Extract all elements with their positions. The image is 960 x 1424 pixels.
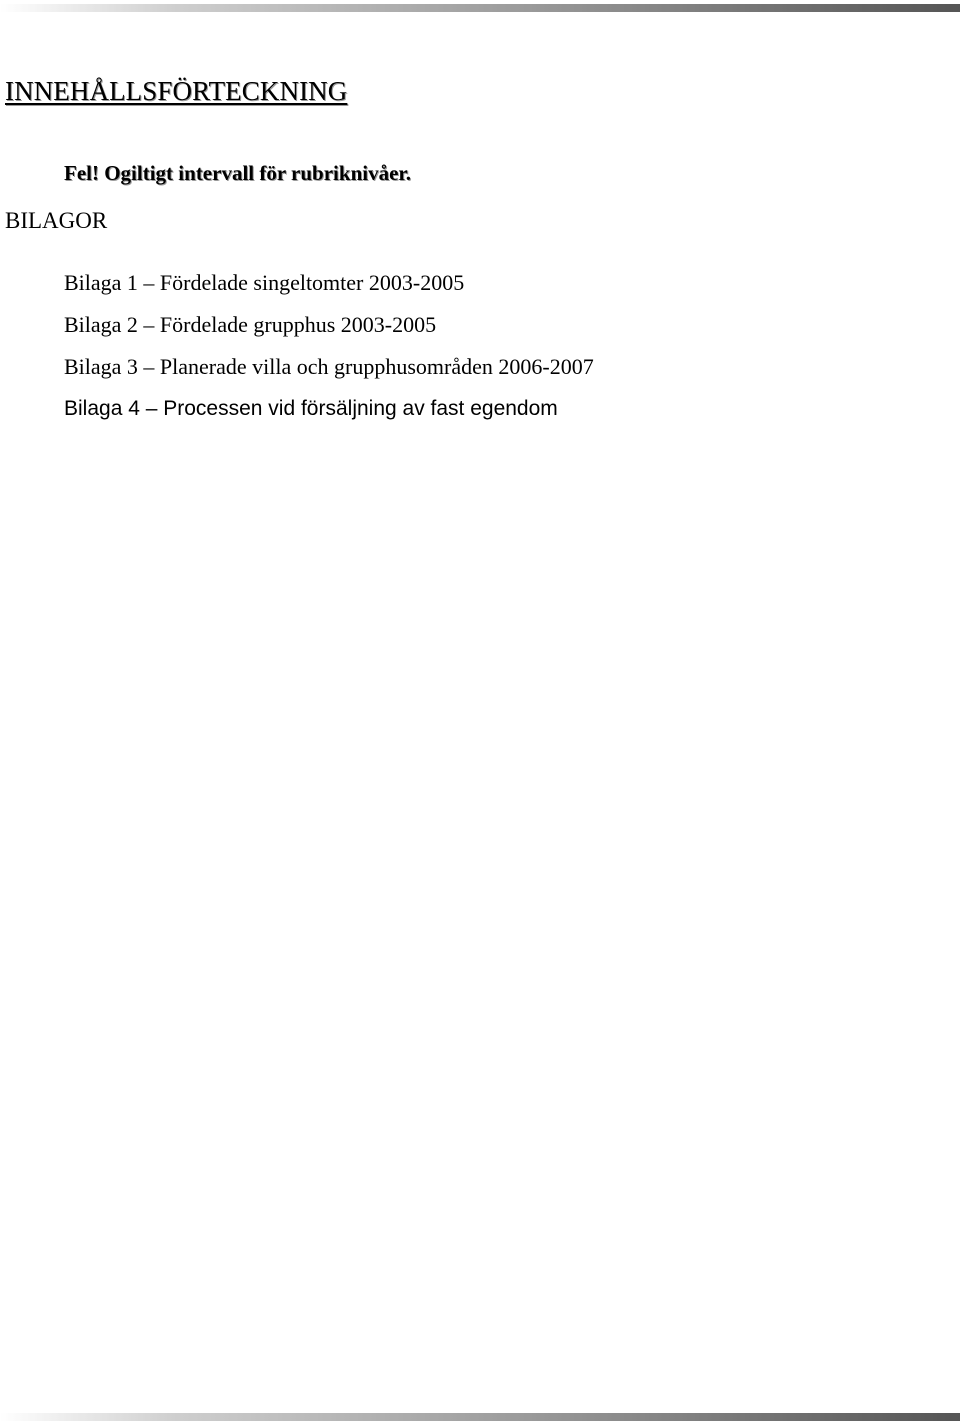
appendix-list: [64, 262, 594, 430]
toc-title: INNEHÅLLSFÖRTECKNING: [5, 76, 348, 107]
appendix-item-1: Bilaga 1 – Fördelade singeltomter 2003-2005: [64, 270, 465, 295]
appendix-item-3: Bilaga 3 – Planerade villa och grupphusområden 2006-2007: [64, 354, 594, 379]
top-decorative-rule: [0, 4, 960, 12]
toc-error-message: Fel! Ogiltigt intervall för rubriknivåer.: [64, 161, 412, 185]
appendix-item-2: Bilaga 2 – Fördelade grupphus 2003-2005: [64, 312, 437, 337]
appendix-heading: BILAGOR: [5, 208, 108, 233]
bottom-decorative-rule: [0, 1413, 960, 1421]
appendix-item-4: Bilaga 4 – Processen vid försäljning av fast egendom: [64, 397, 558, 420]
